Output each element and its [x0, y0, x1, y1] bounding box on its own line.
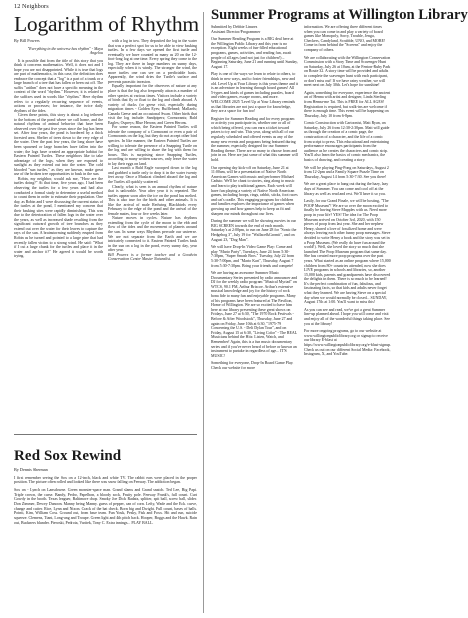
paragraph: We are a great place to hang out during the hazy, lazy days of Summer. You can come and cool off at the library as well as read and rest. We'll have it so you.: [304, 181, 389, 196]
paragraph: Our opening day kick-off on Saturday, June 21 at 11:00am, will be a presentation of Native North American Games with music and performer Michael Caduto. We'll be chant to stories, sing along to music and learn to play traditional games. Each week will have fun playing a variety of Native North American games, including hoops, rings, rabbit, sticks, foot races and cat's cradle. This engaging program for children and families explores the importance of games when growing up and how games help to keep us fit and sharpen our minds throughout our lives.: [211, 164, 298, 216]
summer-col-2: [304, 25, 391, 613]
paragraph: Robin, my neighbor, would ask me, "How are the turtles doing?" At that time, five years ago, I had been observing the turtles for a few years and had also conducted a formal study to determine a useful method to count them in order to estimate their population. One day, as Robin and I were discussing the current status of the turtles at the pond, I mentioned my concern that their basking sites were rapidly diminishing. This was due to the deterioration of fallen logs in the water over the years, as well as increased shade resulting from the significant outward growth of tree branches as they extend out over the water for their leaves to capture the rays of the sun. A brainstorming suddenly erupted from Robin as he turned and pointed to a large pine that had recently fallen victim to a strong wind. He said: "What if I cut a large chunk for the turtles and place it in the water and anchor it?" He agreed it would be worth trying.: [14, 175, 103, 259]
paragraph: Equally important for the observers of nature at any place is that the log also frequently attracts a number of other species at various times. Visitors include a variety of birds that fly or float to the log and climb aboard. A variety of ducks (or geese visit, especially during migration times - Golden Eyes; Bufflehead; Mallards; Canada Geese and an occasional Swan. Other birds that visit the log include: Sandpipers; Cormorants; Bald Eagles; Ospreys; Blue Herons; and Green Herons.: [108, 83, 197, 125]
paragraph: Our Summer Reading Program is a BIG deal here at the Willington Public Library and this year is no exception. Eight weeks of fun-filled educational programs, games, activities, and reading fun, await people of all ages (and not just for children!) – Beginning Saturday, June 21 and running until Sunday, August 17.: [211, 36, 298, 69]
logarithm-byline: By Bill Powers: [14, 38, 40, 43]
logarithm-col-2: [108, 39, 197, 458]
paragraph: Comic Construction with Cartoonist, Matt Ryan, on Saturday, July 26 from 12:30-2:30pm. Matt will guide us through the creation of a comic page, the construction of a character, and the life of a comic from script to press. This educational and entertaining performance encourages participants from the audience as he creates the characters and comic strip. You'll also learn the basics of comic mechanics, the basics of drawing, and creating a story.: [304, 120, 390, 163]
paragraph: Sox on - Lynch on Lansdowne. Green monster-space man. Grand slams and Grand snatch. Ted Lee, Big Papi. Triple crown, the curse. Bandy, Pedro, Papelbon, a bloody sock, Fruity pole. Fenway Frank's, full count. Curt Gowdy in the booth. Texas leaguer, Baltimore chop. Smoky Joe Dick Radatz, splitter, spit ball, screw ball, slider. Don Zimmer, Dewey Dunoon. Manny being Manny. guess of pepper, can of corn. Lefty, Wade and the Eck. curve, change and cutter. Rice, Lynn and Nixon. Crack of the bat check. Born big and Dwight. Full count, bases of balls. Pointi, Kim, William Coss. Ground out, from base team. Fun Youk, Pesky, Fisk and Foxx. Hit and run, suicide squeeze. Clemens, Tiant, Long-ang and Troupe. Green light and 4th pitch back. Hooper, Boggs and the Hawk. Rain out, Buckners blunder. Pieroski, Pedroia, Varitek, Tony C. Extra innings... PLAY BALL.: [14, 486, 197, 525]
redsox-body: [14, 468, 197, 613]
paragraph: We are collaborating with the Willington Conservation Commission with a Story Time and Scavenger Hunt on Saturday, July 26 at 10am, at the Fenton-Ruby Park on Route 32. A story time will be provided and adults to complete the scavenger hunt with each participant, or don't miss out! If we have rainy weather, we will meet next on July 30th. Let's hope for sunshine!: [304, 54, 391, 88]
logarithm-col-1: [14, 39, 103, 458]
logarithm-body: [14, 39, 197, 458]
paragraph: During the summer we will be showing movies in our BIG SCREEN towards the end of each month. Saturday's at 2:00pm, to run on June 28 for "Sonic the Hedgehog 3", July 19 for "Wallace&Gromit", and on August 23, "Dog Man".: [211, 218, 297, 242]
column-divider: [203, 12, 204, 613]
summer-col-1: [211, 25, 298, 613]
submitted-role: Assistant Director/Programmer: [211, 28, 261, 34]
paragraph: For more ongoing programs, go to our website at www.willingtonpubliclibrary.org or signup to receive our library E-blast at https://www.willingtonpubliclibrary.org/e-blast-signup. Check us out on our different Social Media: Facebook, Instagram, X, and YouTube.: [304, 328, 392, 357]
summer-body: [211, 25, 391, 613]
section-divider: [14, 434, 197, 435]
paragraph: Nature moves in cycles. Nature has rhythms extending from the cycle of the moon to the ebb and flow of the tides and the movement of planets around the sun. In some ways Rhythms pervade our universe. We are not separate from the Earth and we are intricately connected to it. Eastern Painted Turtles bask in the sun on a log in the pond, every sunny day, year after year.: [108, 215, 197, 253]
redsox-byline: By Dennis Sherman: [14, 467, 48, 472]
paragraph: Given these points, this story is about a log tethered to the bottom of the pond where we call home, and the natural rhythms of animal behavior that have been observed over the past five years since the log has been set. After four years, the pond is bordered by a thick forested area. Shelter of trees down to the very edge of the water. Over the past few years, the long shore have been spawned or large branches have fallen into the water; the logs have created an appropriate habitat for Eastern Painted Turtles. These neighbors like to take advantage of the logs, when they are exposed to sunlight as they extend out into the water. The cold blooded "sun turtles," as they are known, make great use of the broken tree opportunities to bask in the sun.: [14, 112, 103, 177]
paragraph: Again, something for everyone, experience the ancient art of Henna with artist and designer, Linda Sterling from Henna-me Tai. This is FREE for ALL AGES! Registration is required, but walk-ins are welcome if there is enough time. This event will be happening on Thursday, July 10 from 6-8pm.: [304, 89, 391, 118]
paragraph: We are having an awesome Summer Music Documentary Series presented by radio announcer and DJ for the weekly radio program "Musical Myriad" on WTCS, 90.1 FM, Arthur Briscoe. Arthur's extensive musical knowledge and joy for the history of rock bona fide to many fun and enjoyable programs. Many of his programs have been featured at The Pavilion, Home of Willington. We are so excited to have him here at our library presenting these great shows on Fridays, June 27 at 6:30, "The 1970 Rock Festivals - Before & After Woodstock", Thursday, June 27 and again on Friday, June 10th at 6:30, "1975-79 Concerning the U.S. - Deli Dylan Tour", and on Friday, August 15 at 6:30, "Living Color" - The REAL Musicians behind the Hits: Listen, Watch, and Remember! Again, this is a fun music documentary series and if you've never heard of before or known an instrument to partake in regardless of age... IT'S MUSIC!: [211, 270, 298, 358]
paragraph: information. We are offering three different times when you can come in and play a variety of board games like Monopoly, Sorry, Trouble, Jenga, Checkers, Candyland, Scrabble, UNO, and MORE! Come in from behind the "Screens" and enjoy the company of others.: [304, 24, 386, 52]
paragraph: Last month a Bald Eagle swooped down to the log and grabbed a turtle only to drop it in the water twenty feet away. Once a Muskrat climbed aboard the log and the Turtles all quickly scattered.: [108, 165, 197, 184]
logarithm-quote: "Everything in the universe has rhythm" - Maya Angelou: [27, 45, 103, 56]
paragraph: For some reason, the Eastern Painted Turtles will tolerate the company of a Cormorant or even a pair of Cormorants on the log, but they do not accept other bird species. In like manner, the Eastern Painted Turtles are willing to tolerate the presence of a Snapping Turtle on the log and are willing to share the log with them for hours. This is surprising since Snapping Turtles, according to many written sources, only leave the water to lay their eggs on land.: [108, 124, 197, 166]
paragraph: Clearly, what is seen is an annual rhythm of nature that is unlovable. Year after year it is repeated. The turtles appear soon after the ice on the pond has melted. This is also true for the birds and other animals. It is like the arrival of male Redwing Blackbirds every February to the edge of the pond and the arrival of the female mates, four or five weeks later.: [108, 183, 197, 216]
paragraph: with a log in tow. They deposited the log in the water that was a perfect spot for us to be able to view basking turtles. In a few days we opened the first turtle and eventually we have counted as many as 20 on the 12-foot-long log at one time. Every spring they come to the log. They are there in large numbers on sunny days, especially when it is windy. The stronger the wind, the more turtles one can see on a predictable basis. Apparently, the wind dries the Turtle's surface and prevents parasitic invasion.: [108, 38, 197, 84]
paragraph: Lastly, for our Grand Finale, we will be hosting, "The POOP Museum"! We are so over the moon excited to finally be having Steve Mapples with us. Need more poop in your life? YES! The idea for The Poop Museum arrived on October 3rd, 2020, with 150 pieces of poop from last year. She and her nephew Henry, shared a love of fossilized home and were always leaving each other funny poop messages. Steve decided to write Henry a book and the story was set in a Poop Museum. (We really do have fun around the world!). Well, she loved the story so much that she launched The Poop Museum program that same day. She has created more poop programs over the past years. What started as an online program where 15,000 children from 80+ countries attended, now she does LIVE programs in schools and libraries, so, another 15,000 kids, parents and grandparents have discovered the delights in them. There is so much to be learned! It's the perfect combination of fun, fabulous, and fascinating facts, so that kids and adults never forget what they learned. We are having Steve on a special day when we would normally be closed... SUNDAY, August 17th at 1:00. You'll want to miss this!: [304, 198, 391, 305]
paragraph: We will have Drop-In Video Game Play: Come and play "Mario Party", Tuesdays, June 24 from 5:30-7:30pm, "Super Smash Bros." Tuesday, July 22 from 5:30-7:00pm, and "Mario Kart", Thursday, August 7 from 5:30-7:30pm. Bring your friends and compete!: [211, 244, 295, 268]
paragraph: Register for Summer Reading and for every program or activity you participate in, whether one or all of which being offered, you can earn a ticket toward prizes to try and win. This year, along with all of our regularly scheduled and offered events as any of the many new events and programs being featured during the summer, especially designed for our Summer Reading theme. There are so many to choose from and join in on. Here are just some of what this summer will hold.: [211, 115, 298, 163]
redsox-headline: Red Sox Rewind: [14, 448, 122, 464]
submitted-by: Submitted by Debbie Linares: [211, 24, 258, 29]
paragraph: Something for everyone, Drop-In Board Game Play. Check our website for more: [211, 360, 294, 370]
paragraph: It is possible that from the title of this story that you think it concerns mathematics. Well, it does not and I hope you are not disappointed. While it is true that logs are part of mathematics, in this case, the definition does embrace the concept that a "log" is a part of a trunk or a large branch of a tree that has fallen or been cut off. The suffix "arithm" does not have a specific meaning in the context of the word "rhythm." However, it is related to the suffixes used in words like "rhythm." Here rhythm refers to a regularly recurring sequence of events, actions or processes; for instance, the twice daily rhythms of the tides.: [14, 57, 103, 113]
paragraph: I first remember seeing the Sox on a 12-inch, black and white TV. The rabbit ears were placed in the proper position. The picture often rolled and looked like there was snow falling on Fenway. The addiction began.: [14, 474, 197, 485]
page-header: 12 Neighbors: [14, 3, 49, 10]
author-bio: Bill Powers is a former teacher and a Goodwin Conservation Center Master Naturalist.: [108, 251, 197, 262]
paragraph: As you can see and read, we've got a great Summer line-up planned ahead. I hope you will come and visit and enjoy all of the wonderful things taking place. See you at the library!: [304, 306, 390, 326]
paragraph: We will be playing Ping-Pong on Saturdays, August 2 from 12-2pm and a Family Square Puzzle Time on Thursday, August 14 from 5:30-7:30. See you there!: [304, 164, 389, 179]
logarithm-headline: Logarithm of Rhythm: [14, 12, 199, 36]
paragraph: Play is one of the ways we learn to relate to others, to think in new ways, and to foster friendships, new and old. Level Up at Your Library is this years theme and it is an adventure in learning through board games! All 5-types and kinds of games including puzzles, board and video games, escape rooms, and more. WELCOME 2025 'Level Up at Your Library reminds us that libraries are not just a space for knowledge, they are a space for fun too!: [211, 71, 298, 114]
summer-headline: Summer Programs at Willington Library: [211, 7, 468, 23]
